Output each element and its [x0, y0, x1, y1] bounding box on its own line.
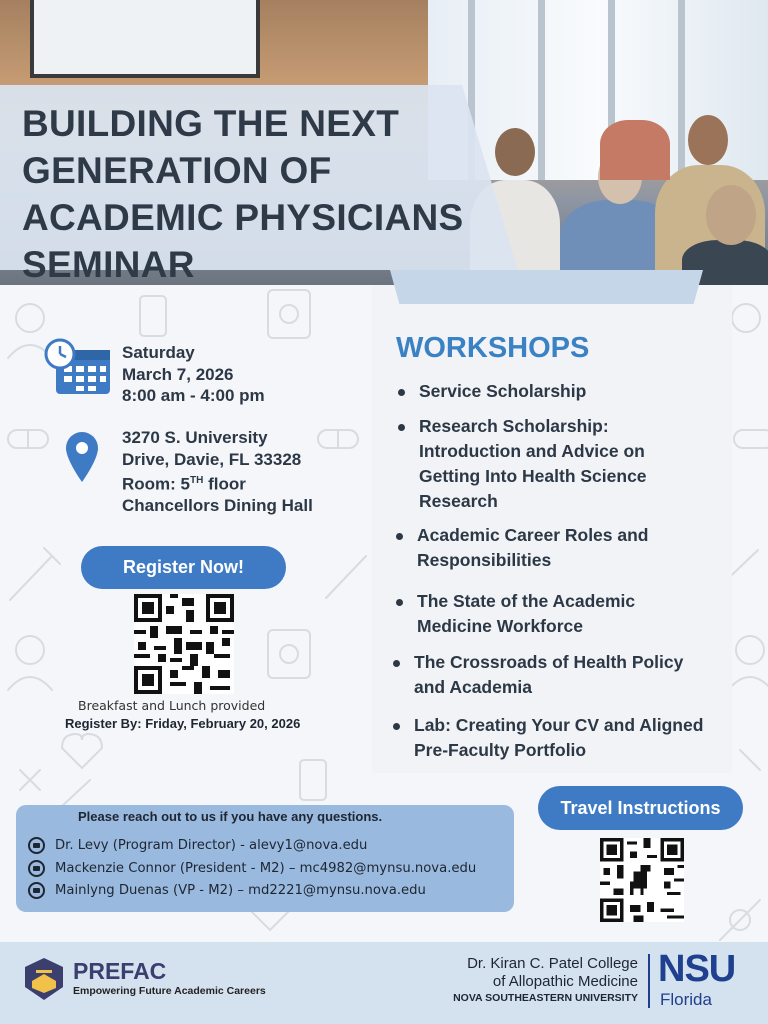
workshop-item: The State of the Academic Medicine Workforce — [417, 589, 747, 639]
event-room: Room: 5TH floor — [122, 474, 246, 494]
projection-screen — [30, 0, 260, 78]
prefac-logo-icon — [23, 957, 65, 1001]
workshop-item: Service Scholarship — [419, 379, 749, 404]
email-icon — [28, 882, 45, 899]
qr-code-travel[interactable] — [600, 838, 684, 922]
university-name: NOVA SOUTHEASTERN UNIVERSITY — [453, 992, 638, 1004]
workshops-heading: WORKSHOPS — [396, 332, 590, 364]
contact-row[interactable] — [28, 837, 367, 854]
nsu-logo: NSU — [658, 948, 736, 990]
nsu-divider — [648, 954, 650, 1008]
email-icon — [28, 837, 45, 854]
workshop-item: Research Scholarship: Introduction and Advice on Getting Into Health Science Research — [419, 414, 749, 514]
registration-deadline: Register By: Friday, February 20, 2026 — [65, 716, 301, 731]
event-location: 3270 S. University Drive, Davie, FL 33328 Room: 5TH floor Chancellors Dining Hall — [122, 428, 313, 516]
prefac-tagline: Empowering Future Academic Careers — [73, 985, 266, 997]
travel-instructions-button[interactable]: Travel Instructions — [538, 786, 743, 830]
contact-row[interactable] — [28, 860, 476, 877]
workshop-item: The Crossroads of Health Policy and Academia — [414, 650, 744, 700]
workshop-item: Lab: Creating Your CV and Aligned Pre-Faculty Portfolio — [414, 713, 754, 763]
workshops-tab — [390, 270, 703, 304]
contact-text: Dr. Levy (Program Director) - alevy1@nova.edu — [55, 838, 368, 853]
calendar-clock-icon — [44, 338, 112, 396]
qr-code-register[interactable] — [134, 594, 234, 694]
college-name: Dr. Kiran C. Patel College of Allopathic Medicine — [467, 955, 638, 990]
contact-text: Mainlyng Duenas (VP - M2) – md2221@mynsu.nova.edu — [55, 883, 426, 898]
contact-heading: Please reach out to us if you have any questions. — [78, 809, 383, 824]
seminar-title: BUILDING THE NEXT GENERATION OF ACADEMIC PHYSICIANS SEMINAR — [22, 103, 464, 285]
workshop-item: Academic Career Roles and Responsibilities — [417, 523, 747, 573]
event-date-time: Saturday March 7, 2026 8:00 am - 4:00 pm — [122, 343, 265, 405]
email-icon — [28, 860, 45, 877]
contact-text: Mackenzie Connor (President - M2) – mc4982@mynsu.nova.edu — [55, 861, 477, 876]
location-pin-icon — [64, 430, 100, 484]
meal-note: Breakfast and Lunch provided — [78, 698, 266, 713]
nsu-location: Florida — [660, 990, 712, 1009]
register-now-button[interactable]: Register Now! — [81, 546, 286, 589]
prefac-name: PREFAC — [73, 958, 167, 984]
contact-row[interactable] — [28, 882, 426, 899]
